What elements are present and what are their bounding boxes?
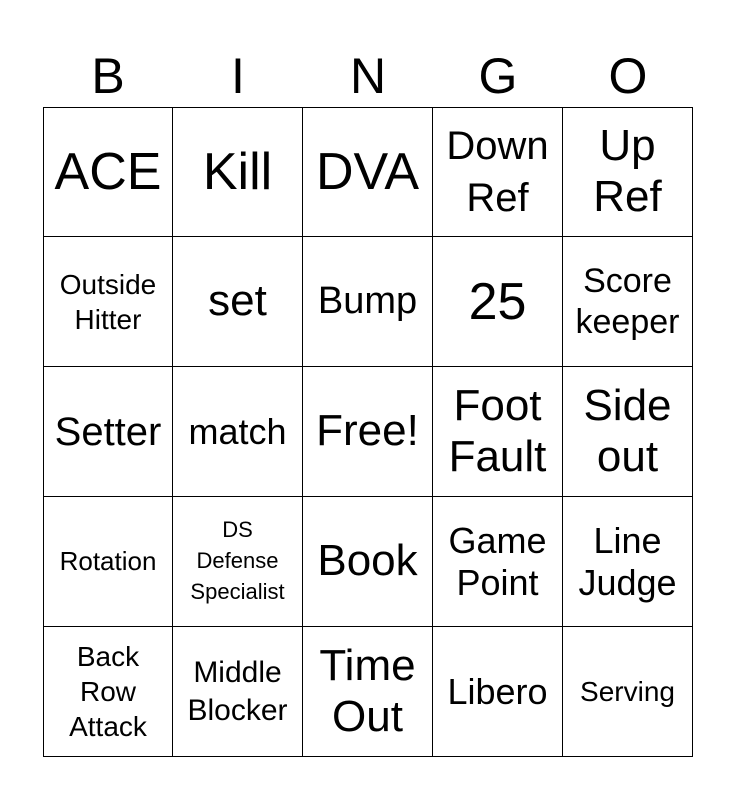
bingo-cell[interactable] <box>433 107 563 237</box>
bingo-cell[interactable] <box>433 627 563 757</box>
bingo-cell[interactable] <box>43 107 173 237</box>
bingo-cell[interactable] <box>173 237 303 367</box>
cell-text: Setter <box>54 409 162 454</box>
bingo-cell[interactable] <box>173 107 303 237</box>
cell-text: Game <box>448 520 547 562</box>
cell-text: Attack <box>69 711 147 742</box>
header-letter-b: B <box>91 48 125 104</box>
bingo-cell[interactable] <box>433 497 563 627</box>
cell-text: Time <box>319 640 416 690</box>
cell-text: Down <box>446 124 549 168</box>
cell-text: Point <box>456 561 539 603</box>
cell-text: Hitter <box>74 303 142 335</box>
bingo-cell[interactable] <box>303 627 433 757</box>
cell-text: match <box>188 410 287 452</box>
cell-text: Blocker <box>187 693 288 727</box>
cell-text: Book <box>317 536 418 586</box>
cell-text: Side <box>583 380 672 430</box>
cell-text: Defense <box>196 548 279 574</box>
cell-text: Free! <box>316 406 419 456</box>
cell-text: ACE <box>54 143 162 201</box>
bingo-cell[interactable] <box>173 627 303 757</box>
cell-text: Middle <box>193 656 282 689</box>
bingo-cell[interactable] <box>563 497 693 627</box>
cell-text: keeper <box>575 302 680 341</box>
bingo-cell[interactable] <box>303 237 433 367</box>
bingo-cell[interactable] <box>43 237 173 367</box>
cell-text: DVA <box>315 143 420 201</box>
cell-text: out <box>596 431 659 481</box>
cell-text: Score <box>583 261 672 300</box>
cell-text: Outside <box>59 268 157 300</box>
bingo-cell[interactable] <box>173 367 303 497</box>
header-letter-o: O <box>608 48 648 104</box>
bingo-cell[interactable] <box>433 367 563 497</box>
bingo-cell[interactable] <box>43 497 173 627</box>
cell-text: Judge <box>578 561 677 603</box>
bingo-cell[interactable] <box>563 367 693 497</box>
cell-text: Serving <box>580 676 675 707</box>
bingo-cell[interactable] <box>173 497 303 627</box>
bingo-cell[interactable] <box>563 237 693 367</box>
bingo-cell[interactable] <box>563 107 693 237</box>
bingo-cell[interactable] <box>43 367 173 497</box>
cell-text: Row <box>79 676 136 707</box>
cell-text: Ref <box>593 172 662 221</box>
cell-text: Ref <box>466 176 529 220</box>
header-letter-n: N <box>349 48 387 104</box>
cell-text: Back <box>76 641 140 672</box>
cell-text: Foot <box>453 380 542 430</box>
cell-text: Fault <box>448 431 547 481</box>
header-letter-i: I <box>231 48 245 104</box>
bingo-card-grid <box>43 107 693 757</box>
bingo-header <box>43 46 693 106</box>
cell-text: 25 <box>468 272 527 331</box>
cell-text: set <box>208 276 267 326</box>
cell-text: Kill <box>202 143 273 201</box>
cell-text: Libero <box>447 670 548 712</box>
cell-text: Line <box>593 520 662 562</box>
bingo-cell[interactable] <box>563 627 693 757</box>
cell-text: Bump <box>317 279 418 322</box>
bingo-cell[interactable] <box>433 237 563 367</box>
cell-text: Out <box>332 691 403 741</box>
bingo-cell[interactable] <box>303 107 433 237</box>
cell-text: Rotation <box>59 545 157 576</box>
cell-text: Specialist <box>190 578 285 604</box>
bingo-cell[interactable] <box>303 367 433 497</box>
cell-text: DS <box>222 517 253 543</box>
cell-text: Up <box>599 121 656 171</box>
bingo-cell[interactable] <box>303 497 433 627</box>
bingo-cell[interactable] <box>43 627 173 757</box>
header-letter-g: G <box>478 48 518 104</box>
